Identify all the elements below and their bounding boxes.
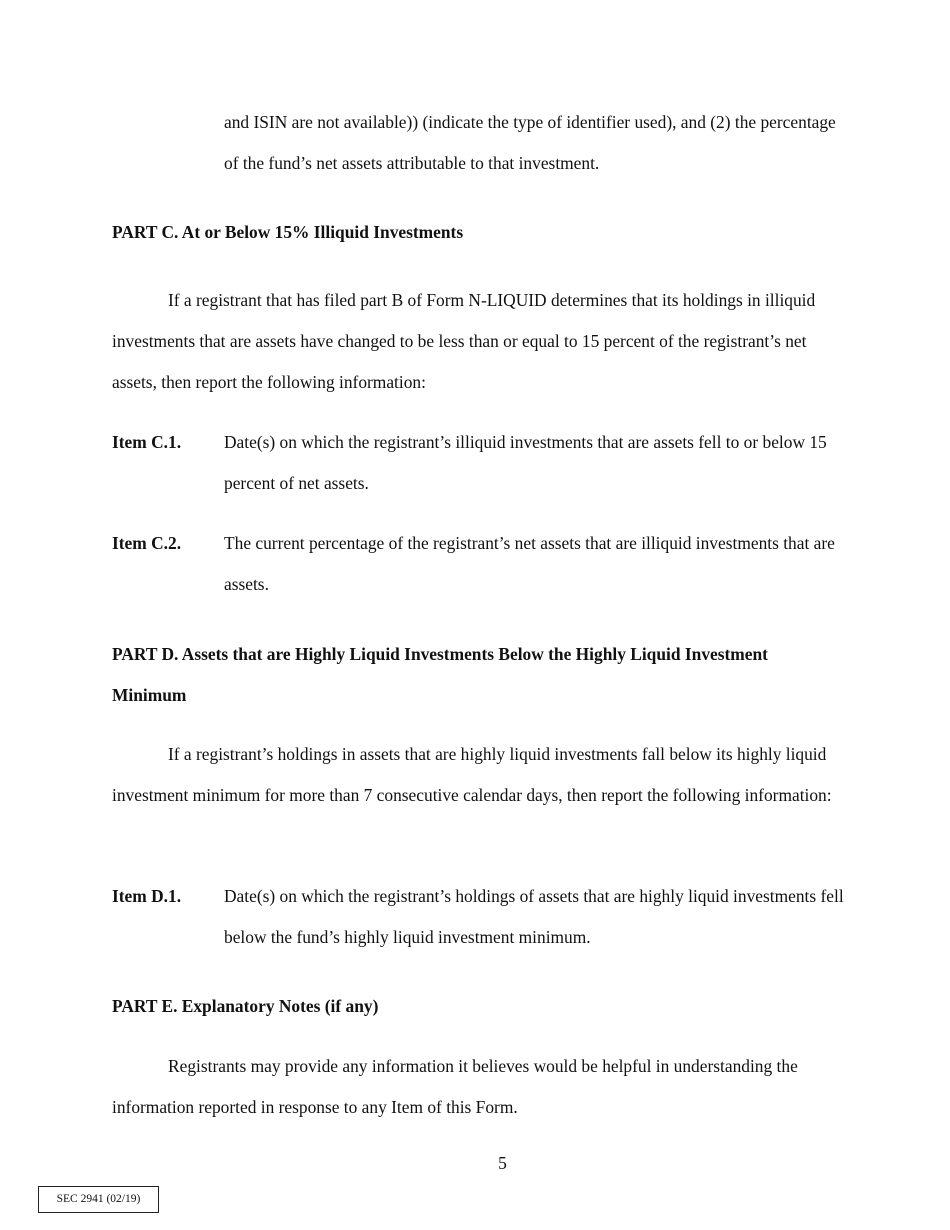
item-c1-text: Date(s) on which the registrant’s illiquid investments that are assets fell to or below 15 percent of net assets. xyxy=(224,432,827,493)
item-c2-label: Item C.2. xyxy=(112,533,182,553)
item-d1-text: Date(s) on which the registrant’s holdings of assets that are highly liquid investments fell below the fund’s highly liquid investment minimum. xyxy=(224,886,844,947)
item-c1-label: Item C.1. xyxy=(112,432,182,452)
item-c2-text: The current percentage of the registrant’s net assets that are illiquid investments that are assets. xyxy=(224,533,835,594)
page-number: 5 xyxy=(498,1153,507,1173)
item-d1-label: Item D.1. xyxy=(112,886,182,906)
part-c-intro: If a registrant that has filed part B of Form N-LIQUID determines that its holdings in illiquid investments that are assets have changed to be less than or equal to 15 percent of the registrant’s net assets, then report the following information: xyxy=(112,290,816,392)
part-d-heading: PART D. Assets that are Highly Liquid Investments Below the Highly Liquid Investment Minimum xyxy=(112,644,768,705)
part-e-intro: Registrants may provide any information it believes would be helpful in understanding the information reported in response to any Item of this Form. xyxy=(112,1056,798,1117)
form-id-box: SEC 2941 (02/19) xyxy=(38,1186,159,1213)
continuation-paragraph: and ISIN are not available)) (indicate the type of identifier used), and (2) the percentage of the fund’s net assets attributable to that investment. xyxy=(224,112,836,173)
part-e-heading: PART E. Explanatory Notes (if any) xyxy=(112,996,379,1016)
part-c-heading: PART C. At or Below 15% Illiquid Investments xyxy=(112,222,464,242)
part-d-intro: If a registrant’s holdings in assets that are highly liquid investments fall below its highly liquid investment minimum for more than 7 consecutive calendar days, then report the following information: xyxy=(112,744,832,805)
